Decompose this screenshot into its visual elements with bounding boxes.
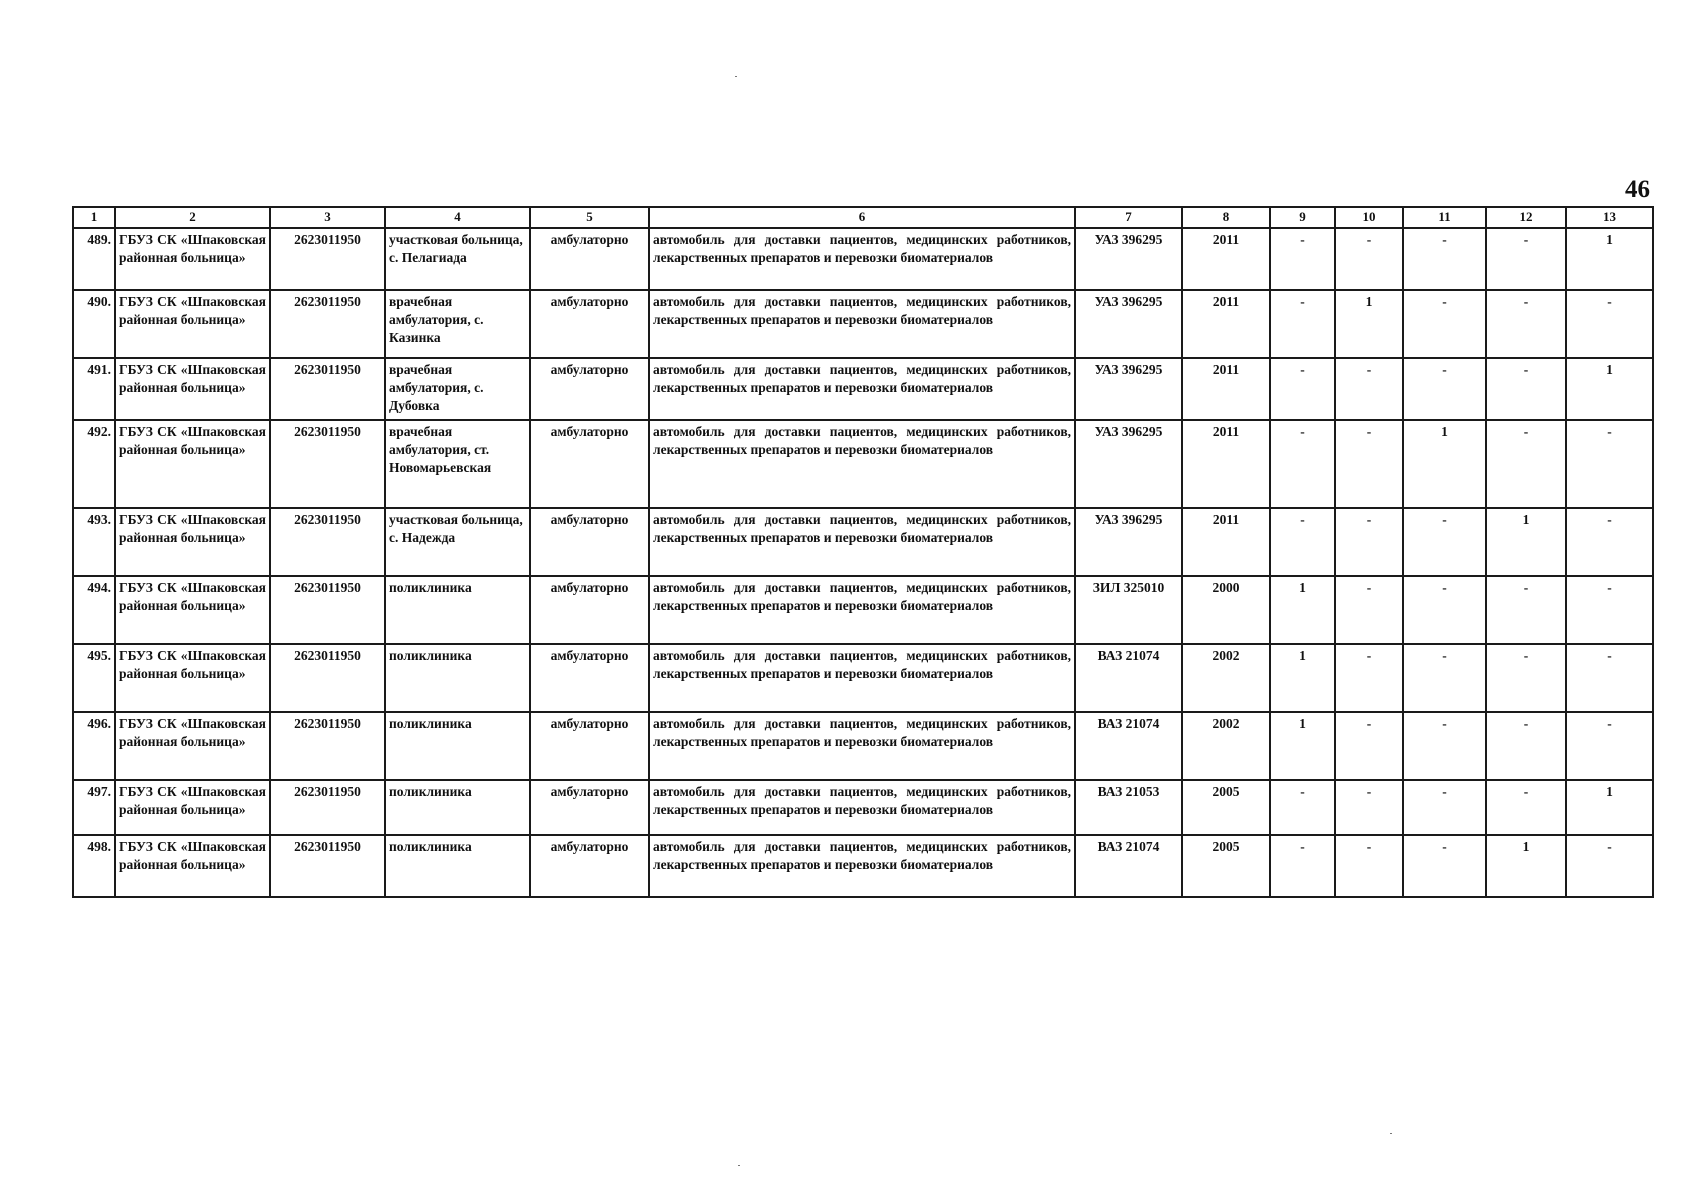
col-10-cell: - xyxy=(1335,576,1403,644)
col-13-cell: - xyxy=(1566,290,1653,358)
col-11-cell: - xyxy=(1403,712,1486,780)
row-number-cell: 489. xyxy=(73,228,115,290)
subdivision-cell: участковая больница, с. Надежда xyxy=(385,508,530,576)
organization-cell: ГБУЗ СК «Шпаковская районная больница» xyxy=(115,576,270,644)
row-number-cell: 495. xyxy=(73,644,115,712)
vehicle-model-cell: УАЗ 396295 xyxy=(1075,290,1182,358)
care-mode-cell: амбулаторно xyxy=(530,780,649,835)
inn-cell: 2623011950 xyxy=(270,576,385,644)
col-9-cell: 1 xyxy=(1270,712,1335,780)
column-header-11: 11 xyxy=(1403,207,1486,228)
vehicle-model-cell: УАЗ 396295 xyxy=(1075,228,1182,290)
vehicle-model-cell: УАЗ 396295 xyxy=(1075,358,1182,420)
column-header-3: 3 xyxy=(270,207,385,228)
col-10-cell: - xyxy=(1335,358,1403,420)
row-number-cell: 498. xyxy=(73,835,115,897)
vehicle-purpose-cell: автомобиль для доставки пациентов, медицинских работников, лекарственных препаратов и перевозки биоматериалов xyxy=(649,712,1075,780)
care-mode-cell: амбулаторно xyxy=(530,835,649,897)
vehicle-model-cell: ВАЗ 21074 xyxy=(1075,712,1182,780)
vehicle-purpose-cell: автомобиль для доставки пациентов, медицинских работников, лекарственных препаратов и перевозки биоматериалов xyxy=(649,508,1075,576)
organization-cell: ГБУЗ СК «Шпаковская районная больница» xyxy=(115,712,270,780)
col-9-cell: - xyxy=(1270,228,1335,290)
care-mode-cell: амбулаторно xyxy=(530,576,649,644)
table-row xyxy=(73,290,1653,358)
col-9-cell: 1 xyxy=(1270,644,1335,712)
row-number-cell: 497. xyxy=(73,780,115,835)
vehicle-purpose-cell: автомобиль для доставки пациентов, медицинских работников, лекарственных препаратов и перевозки биоматериалов xyxy=(649,576,1075,644)
organization-cell: ГБУЗ СК «Шпаковская районная больница» xyxy=(115,508,270,576)
col-11-cell: - xyxy=(1403,228,1486,290)
subdivision-cell: врачебная амбулатория, ст. Новомарьевская xyxy=(385,420,530,508)
vehicle-model-cell: ВАЗ 21074 xyxy=(1075,835,1182,897)
col-13-cell: - xyxy=(1566,835,1653,897)
col-12-cell: - xyxy=(1486,420,1566,508)
vehicle-model-cell: УАЗ 396295 xyxy=(1075,508,1182,576)
vehicle-purpose-cell: автомобиль для доставки пациентов, медицинских работников, лекарственных препаратов и перевозки биоматериалов xyxy=(649,420,1075,508)
table-row xyxy=(73,835,1653,897)
table-row xyxy=(73,508,1653,576)
care-mode-cell: амбулаторно xyxy=(530,420,649,508)
subdivision-cell: врачебная амбулатория, с. Дубовка xyxy=(385,358,530,420)
column-header-7: 7 xyxy=(1075,207,1182,228)
col-13-cell: 1 xyxy=(1566,780,1653,835)
organization-cell: ГБУЗ СК «Шпаковская районная больница» xyxy=(115,290,270,358)
row-number-cell: 490. xyxy=(73,290,115,358)
inn-cell: 2623011950 xyxy=(270,780,385,835)
vehicle-purpose-cell: автомобиль для доставки пациентов, медицинских работников, лекарственных препаратов и перевозки биоматериалов xyxy=(649,358,1075,420)
inn-cell: 2623011950 xyxy=(270,228,385,290)
col-10-cell: - xyxy=(1335,780,1403,835)
row-number-cell: 496. xyxy=(73,712,115,780)
manufacture-year-cell: 2011 xyxy=(1182,508,1270,576)
inn-cell: 2623011950 xyxy=(270,712,385,780)
col-13-cell: - xyxy=(1566,712,1653,780)
row-number-cell: 492. xyxy=(73,420,115,508)
col-13-cell: - xyxy=(1566,508,1653,576)
manufacture-year-cell: 2000 xyxy=(1182,576,1270,644)
inn-cell: 2623011950 xyxy=(270,420,385,508)
col-9-cell: - xyxy=(1270,508,1335,576)
column-header-2: 2 xyxy=(115,207,270,228)
col-9-cell: 1 xyxy=(1270,576,1335,644)
col-12-cell: - xyxy=(1486,712,1566,780)
vehicle-purpose-cell: автомобиль для доставки пациентов, медицинских работников, лекарственных препаратов и перевозки биоматериалов xyxy=(649,644,1075,712)
organization-cell: ГБУЗ СК «Шпаковская районная больница» xyxy=(115,358,270,420)
col-9-cell: - xyxy=(1270,420,1335,508)
manufacture-year-cell: 2002 xyxy=(1182,644,1270,712)
scan-speck xyxy=(738,1165,740,1166)
care-mode-cell: амбулаторно xyxy=(530,508,649,576)
care-mode-cell: амбулаторно xyxy=(530,228,649,290)
table-row xyxy=(73,780,1653,835)
inn-cell: 2623011950 xyxy=(270,290,385,358)
column-header-5: 5 xyxy=(530,207,649,228)
manufacture-year-cell: 2011 xyxy=(1182,228,1270,290)
manufacture-year-cell: 2005 xyxy=(1182,835,1270,897)
vehicle-model-cell: ВАЗ 21074 xyxy=(1075,644,1182,712)
care-mode-cell: амбулаторно xyxy=(530,712,649,780)
organization-cell: ГБУЗ СК «Шпаковская районная больница» xyxy=(115,644,270,712)
vehicle-model-cell: УАЗ 396295 xyxy=(1075,420,1182,508)
table-row xyxy=(73,712,1653,780)
row-number-cell: 494. xyxy=(73,576,115,644)
table-row xyxy=(73,644,1653,712)
subdivision-cell: поликлиника xyxy=(385,835,530,897)
vehicle-purpose-cell: автомобиль для доставки пациентов, медицинских работников, лекарственных препаратов и перевозки биоматериалов xyxy=(649,290,1075,358)
table-row xyxy=(73,228,1653,290)
col-10-cell: - xyxy=(1335,835,1403,897)
col-13-cell: - xyxy=(1566,576,1653,644)
subdivision-cell: участковая больница, с. Пелагиада xyxy=(385,228,530,290)
col-11-cell: - xyxy=(1403,508,1486,576)
col-12-cell: - xyxy=(1486,576,1566,644)
subdivision-cell: поликлиника xyxy=(385,780,530,835)
column-header-6: 6 xyxy=(649,207,1075,228)
scan-speck xyxy=(1390,1133,1392,1134)
vehicle-purpose-cell: автомобиль для доставки пациентов, медицинских работников, лекарственных препаратов и перевозки биоматериалов xyxy=(649,228,1075,290)
col-11-cell: - xyxy=(1403,780,1486,835)
inn-cell: 2623011950 xyxy=(270,358,385,420)
col-12-cell: - xyxy=(1486,780,1566,835)
col-11-cell: - xyxy=(1403,358,1486,420)
col-11-cell: 1 xyxy=(1403,420,1486,508)
inn-cell: 2623011950 xyxy=(270,644,385,712)
column-header-1: 1 xyxy=(73,207,115,228)
care-mode-cell: амбулаторно xyxy=(530,290,649,358)
col-10-cell: - xyxy=(1335,712,1403,780)
vehicle-model-cell: ЗИЛ 325010 xyxy=(1075,576,1182,644)
col-11-cell: - xyxy=(1403,576,1486,644)
manufacture-year-cell: 2005 xyxy=(1182,780,1270,835)
care-mode-cell: амбулаторно xyxy=(530,644,649,712)
col-12-cell: - xyxy=(1486,358,1566,420)
col-13-cell: - xyxy=(1566,420,1653,508)
scan-speck xyxy=(735,76,737,77)
table-row xyxy=(73,576,1653,644)
inn-cell: 2623011950 xyxy=(270,508,385,576)
col-10-cell: - xyxy=(1335,420,1403,508)
col-10-cell: - xyxy=(1335,228,1403,290)
vehicle-model-cell: ВАЗ 21053 xyxy=(1075,780,1182,835)
manufacture-year-cell: 2011 xyxy=(1182,358,1270,420)
col-11-cell: - xyxy=(1403,644,1486,712)
subdivision-cell: поликлиника xyxy=(385,712,530,780)
organization-cell: ГБУЗ СК «Шпаковская районная больница» xyxy=(115,420,270,508)
subdivision-cell: поликлиника xyxy=(385,644,530,712)
col-12-cell: - xyxy=(1486,290,1566,358)
column-header-9: 9 xyxy=(1270,207,1335,228)
col-12-cell: 1 xyxy=(1486,835,1566,897)
column-header-12: 12 xyxy=(1486,207,1566,228)
column-header-13: 13 xyxy=(1566,207,1653,228)
table-row xyxy=(73,358,1653,420)
col-10-cell: 1 xyxy=(1335,290,1403,358)
col-10-cell: - xyxy=(1335,644,1403,712)
page-number: 46 xyxy=(1625,176,1650,203)
column-header-10: 10 xyxy=(1335,207,1403,228)
col-11-cell: - xyxy=(1403,835,1486,897)
col-9-cell: - xyxy=(1270,780,1335,835)
subdivision-cell: поликлиника xyxy=(385,576,530,644)
vehicle-register-table xyxy=(72,206,1654,898)
col-12-cell: - xyxy=(1486,228,1566,290)
organization-cell: ГБУЗ СК «Шпаковская районная больница» xyxy=(115,780,270,835)
column-header-4: 4 xyxy=(385,207,530,228)
col-11-cell: - xyxy=(1403,290,1486,358)
manufacture-year-cell: 2002 xyxy=(1182,712,1270,780)
subdivision-cell: врачебная амбулатория, с. Казинка xyxy=(385,290,530,358)
manufacture-year-cell: 2011 xyxy=(1182,290,1270,358)
column-header-8: 8 xyxy=(1182,207,1270,228)
organization-cell: ГБУЗ СК «Шпаковская районная больница» xyxy=(115,835,270,897)
col-9-cell: - xyxy=(1270,358,1335,420)
col-13-cell: 1 xyxy=(1566,228,1653,290)
col-9-cell: - xyxy=(1270,290,1335,358)
inn-cell: 2623011950 xyxy=(270,835,385,897)
row-number-cell: 493. xyxy=(73,508,115,576)
column-number-header xyxy=(73,207,1653,228)
col-10-cell: - xyxy=(1335,508,1403,576)
table-row xyxy=(73,420,1653,508)
col-9-cell: - xyxy=(1270,835,1335,897)
care-mode-cell: амбулаторно xyxy=(530,358,649,420)
row-number-cell: 491. xyxy=(73,358,115,420)
col-12-cell: 1 xyxy=(1486,508,1566,576)
organization-cell: ГБУЗ СК «Шпаковская районная больница» xyxy=(115,228,270,290)
col-13-cell: - xyxy=(1566,644,1653,712)
vehicle-purpose-cell: автомобиль для доставки пациентов, медицинских работников, лекарственных препаратов и перевозки биоматериалов xyxy=(649,835,1075,897)
manufacture-year-cell: 2011 xyxy=(1182,420,1270,508)
col-13-cell: 1 xyxy=(1566,358,1653,420)
col-12-cell: - xyxy=(1486,644,1566,712)
vehicle-purpose-cell: автомобиль для доставки пациентов, медицинских работников, лекарственных препаратов и перевозки биоматериалов xyxy=(649,780,1075,835)
